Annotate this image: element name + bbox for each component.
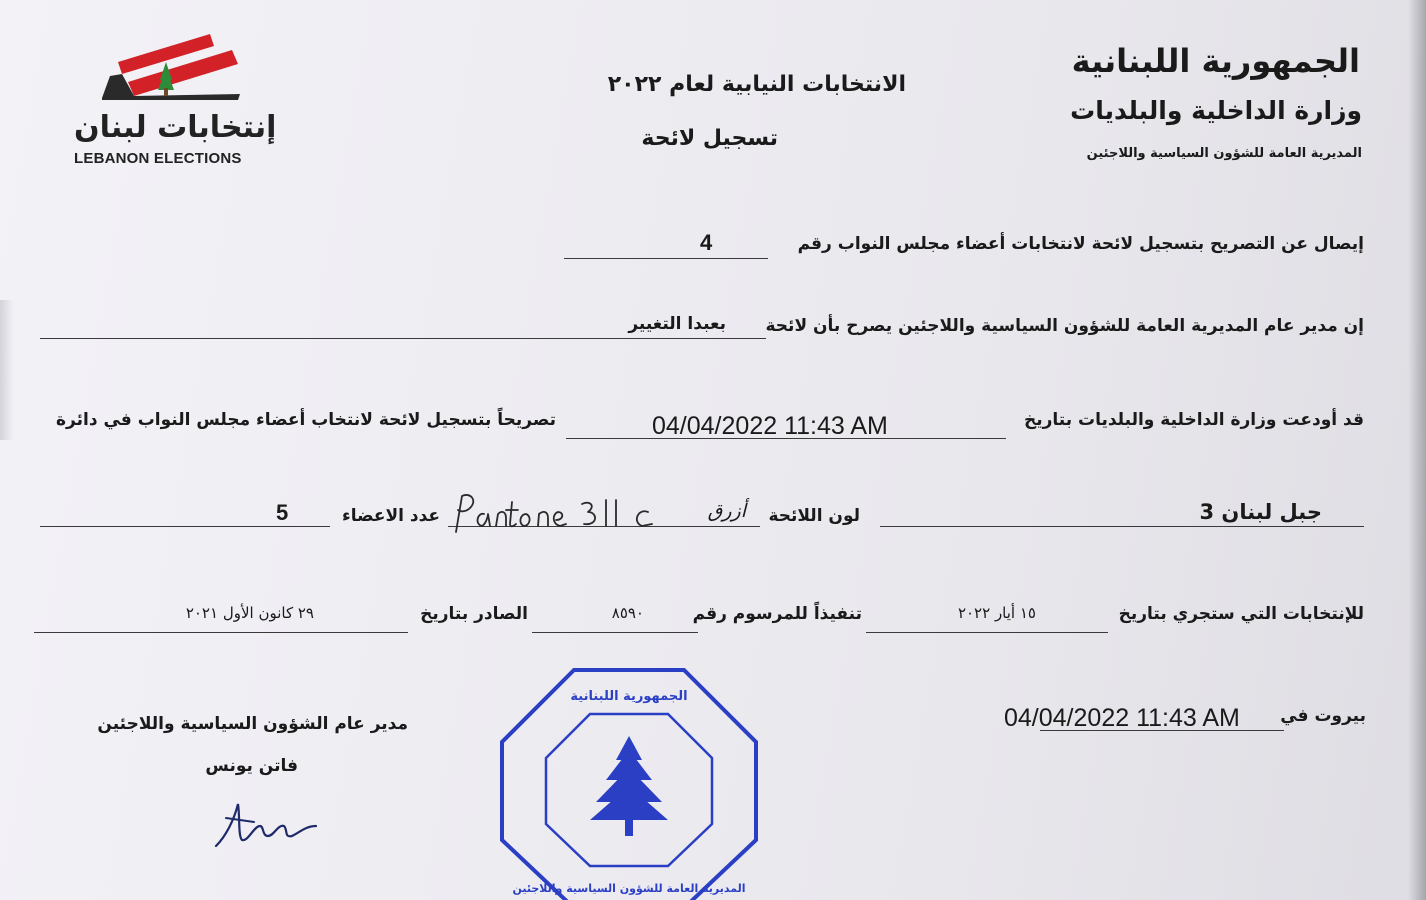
ballot-box-icon: [70, 28, 270, 108]
directorate-title: المديرية العامة للشؤون السياسية واللاجئين: [1086, 146, 1362, 161]
district-line: [880, 526, 1364, 527]
logo-name-en: LEBANON ELECTIONS: [74, 150, 242, 167]
signatory-name: فاتن يونس: [205, 756, 298, 776]
republic-title: الجمهورية اللبنانية: [1071, 42, 1360, 80]
lebanon-elections-logo: [70, 28, 277, 173]
document-subtitle: تسجيل لائحة: [641, 126, 778, 151]
members-line: [40, 526, 330, 527]
paper-edge-shadow-left: [0, 300, 14, 440]
declaration-label: إن مدير عام المديرية العامة للشؤون السياسية واللاجئين يصرح بأن لائحة: [765, 316, 1364, 336]
pantone-handwriting: [448, 490, 678, 540]
issued-date: ٢٩ كانون الأول ٢٠٢١: [185, 604, 314, 622]
elections-label: للإنتخابات التي ستجري بتاريخ: [1118, 604, 1364, 624]
stamp-inner-text: المديرية العامة للشؤون السياسية واللاجئين: [512, 882, 746, 895]
elections-date: ١٥ أيار ٢٠٢٢: [957, 604, 1036, 622]
receipt-label: إيصال عن التصريح بتسجيل لائحة لانتخابات أعضاء مجلس النواب رقم: [797, 234, 1364, 254]
paper-edge-shadow-right: [1408, 0, 1426, 900]
stamp-outer-text: الجمهورية اللبنانية: [570, 689, 688, 704]
list-name-line: [40, 338, 766, 339]
color-label: لون اللائحة: [768, 506, 860, 526]
document-title: الانتخابات النيابية لعام ٢٠٢٢: [607, 72, 906, 97]
signatory-role: مدير عام الشؤون السياسية واللاجئين: [97, 714, 408, 734]
deposit-label-2: تصريحاً بتسجيل لائحة لانتخاب أعضاء مجلس النواب في دائرة: [56, 410, 556, 430]
elections-date-line: [866, 632, 1108, 633]
issued-date-line: [34, 632, 408, 633]
beirut-label: بيروت في: [1280, 706, 1366, 726]
decree-line: [532, 632, 698, 633]
color-value: أزرق: [707, 500, 746, 522]
cedar-tree-icon: [590, 736, 668, 836]
handwritten-signature: [208, 796, 328, 856]
ministry-title: وزارة الداخلية والبلديات: [1070, 96, 1362, 125]
list-name: بعبدا التغيير: [628, 314, 726, 334]
deposit-date: 04/04/2022 11:43 AM: [652, 412, 888, 440]
deposit-label: قد أودعت وزارة الداخلية والبلديات بتاريخ: [1023, 410, 1364, 430]
receipt-number: 4: [700, 230, 713, 255]
beirut-date: 04/04/2022 11:43 AM: [1004, 704, 1240, 732]
members-count: 5: [276, 500, 289, 525]
decree-number: ٨٥٩٠: [611, 604, 644, 622]
issued-label: الصادر بتاريخ: [420, 604, 528, 624]
receipt-number-line: [564, 258, 768, 259]
decree-label: تنفيذاً للمرسوم رقم: [692, 604, 862, 624]
district-value: جبل لبنان 3: [1199, 500, 1322, 524]
logo-name-ar: إنتخابات لبنان: [74, 110, 277, 145]
official-stamp: [494, 660, 764, 900]
members-label: عدد الاعضاء: [342, 506, 440, 526]
